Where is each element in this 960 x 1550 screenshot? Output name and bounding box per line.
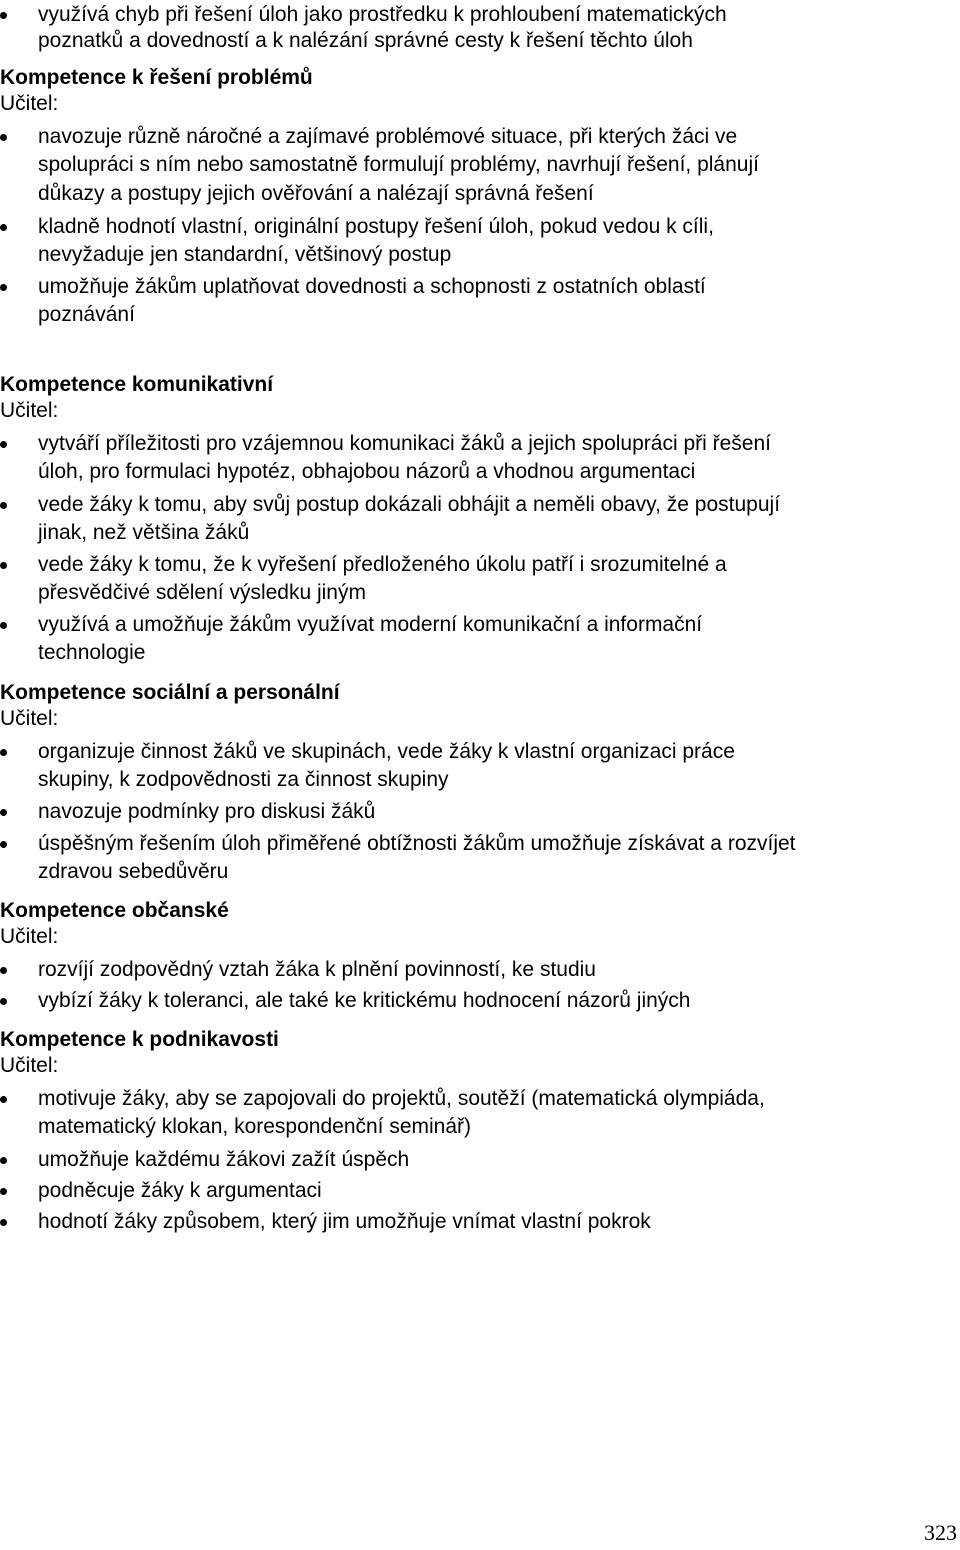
bullet-item-text: poznávání [38, 303, 135, 326]
teacher-label: Učitel: [0, 1054, 59, 1077]
bullet-icon [0, 622, 7, 629]
bullet-item-text: využívá chyb při řešení úloh jako prostředku k prohloubení matematických [38, 3, 727, 26]
bullet-item-text: hodnotí žáky způsobem, který jim umožňuje vnímat vlastní pokrok [38, 1210, 651, 1233]
page-number: 323 [924, 1520, 957, 1545]
bullet-icon [0, 1219, 7, 1226]
bullet-icon [0, 1188, 7, 1195]
bullet-icon [0, 224, 7, 231]
bullet-icon [0, 1157, 7, 1164]
teacher-label: Učitel: [0, 707, 59, 730]
bullet-icon [0, 134, 7, 141]
section-heading: Kompetence k podnikavosti [0, 1028, 279, 1051]
bullet-item-text: jinak, než většina žáků [38, 521, 250, 544]
teacher-label: Učitel: [0, 925, 59, 948]
bullet-item-text: umožňuje každému žákovi zažít úspěch [38, 1148, 410, 1171]
bullet-item-text: navozuje podmínky pro diskusi žáků [38, 800, 376, 823]
bullet-icon [0, 809, 7, 816]
bullet-item-text: rozvíjí zodpovědný vztah žáka k plnění povinností, ke studiu [38, 958, 596, 981]
bullet-icon [0, 562, 7, 569]
bullet-item-text: organizuje činnost žáků ve skupinách, vede žáky k vlastní organizaci práce [38, 740, 735, 763]
bullet-item-text: motivuje žáky, aby se zapojovali do projektů, soutěží (matematická olympiáda, [38, 1087, 765, 1110]
bullet-icon [0, 502, 7, 509]
section-heading: Kompetence sociální a personální [0, 681, 340, 704]
bullet-item-text: úloh, pro formulaci hypotéz, obhajobou názorů a vhodnou argumentaci [38, 460, 696, 483]
bullet-item-text: využívá a umožňuje žákům využívat moderní komunikační a informační [38, 613, 703, 636]
bullet-icon [0, 12, 7, 19]
section-heading: Kompetence občanské [0, 899, 229, 922]
bullet-item-text: skupiny, k zodpovědnosti za činnost skupiny [38, 768, 449, 791]
bullet-item-text: umožňuje žákům uplatňovat dovednosti a schopnosti z ostatních oblastí [38, 275, 706, 298]
section-heading: Kompetence k řešení problémů [0, 66, 313, 89]
bullet-item-text: vytváří příležitosti pro vzájemnou komunikaci žáků a jejich spolupráci při řešení [38, 432, 771, 455]
bullet-item-text: podněcuje žáky k argumentaci [38, 1179, 322, 1202]
bullet-item-text: technologie [38, 641, 146, 664]
bullet-icon [0, 284, 7, 291]
bullet-item-text: kladně hodnotí vlastní, originální postupy řešení úloh, pokud vedou k cíli, [38, 215, 714, 238]
bullet-item-text: zdravou sebedůvěru [38, 860, 229, 883]
bullet-item-text: úspěšným řešením úloh přiměřené obtížnosti žákům umožňuje získávat a rozvíjet [38, 832, 796, 855]
bullet-item-text: matematický klokan, korespondenční seminář) [38, 1115, 472, 1138]
bullet-item-text: přesvědčivé sdělení výsledku jiným [38, 581, 366, 604]
bullet-icon [0, 749, 7, 756]
bullet-item-text: navozuje různě náročné a zajímavé problémové situace, při kterých žáci ve [38, 125, 738, 148]
bullet-icon [0, 441, 7, 448]
section-heading: Kompetence komunikativní [0, 373, 274, 396]
bullet-icon [0, 1096, 7, 1103]
teacher-label: Učitel: [0, 92, 59, 115]
teacher-label: Učitel: [0, 399, 59, 422]
bullet-item-text: vybízí žáky k toleranci, ale také ke kritickému hodnocení názorů jiných [38, 989, 691, 1012]
bullet-item-text: vede žáky k tomu, aby svůj postup dokázali obhájit a neměli obavy, že postupují [38, 493, 781, 516]
bullet-item-text: nevyžaduje jen standardní, většinový postup [38, 243, 452, 266]
bullet-icon [0, 841, 7, 848]
bullet-item-text: důkazy a postupy jejich ověřování a nalézají správná řešení [38, 182, 594, 205]
bullet-icon [0, 967, 7, 974]
bullet-item-text: poznatků a dovedností a k nalézání správné cesty k řešení těchto úloh [38, 29, 693, 52]
bullet-item-text: spolupráci s ním nebo samostatně formulují problémy, navrhují řešení, plánují [38, 153, 759, 176]
bullet-item-text: vede žáky k tomu, že k vyřešení předloženého úkolu patří i srozumitelné a [38, 553, 727, 576]
bullet-icon [0, 998, 7, 1005]
